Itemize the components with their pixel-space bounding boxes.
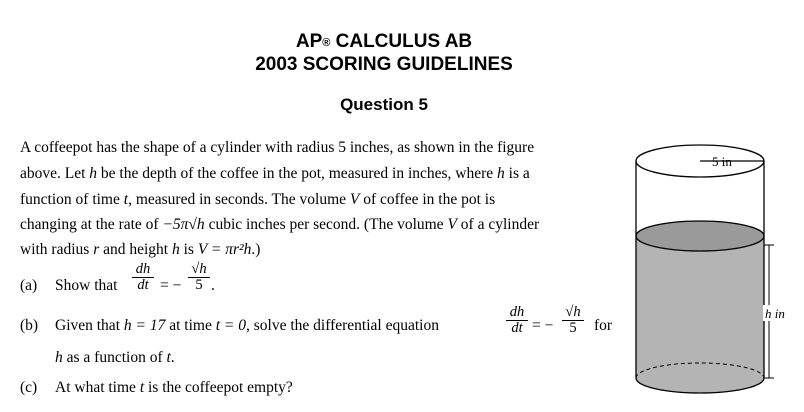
rate-expression: −5π√h: [162, 216, 205, 233]
problem-line-4: changing at the rate of −5π√h cubic inches per second. (The volume V of a cylinder: [20, 216, 540, 233]
part-c-text: At what time t is the coffeepot empty?: [55, 379, 293, 396]
registered-mark: ®: [322, 37, 331, 49]
part-c-label: (c): [20, 379, 38, 396]
title-ap: AP: [295, 31, 323, 52]
part-b-for: for: [594, 317, 613, 334]
part-a-rhs-fraction: √h 5: [188, 262, 210, 293]
part-b-text: Given that h = 17 at time t = 0, solve the differential equation: [55, 317, 439, 334]
part-a-lhs-fraction: dh dt: [132, 262, 154, 293]
part-b-line-2: h as a function of t.: [55, 349, 175, 366]
part-a-label: (a): [20, 277, 38, 294]
problem-line-2: above. Let h be the depth of the coffee in the pot, measured in inches, where h is a: [20, 165, 530, 182]
problem-line-1: A coffeepot has the shape of a cylinder with radius 5 inches, as shown in the figure: [20, 139, 535, 156]
part-b-equals: = −: [532, 317, 554, 334]
radius-label: 5 in: [712, 154, 732, 169]
title-rest: CALCULUS AB: [330, 31, 473, 52]
coffee-fill: [636, 236, 764, 393]
part-b-label: (b): [20, 317, 39, 334]
problem-line-3: function of time t, measured in seconds. The volume V of coffee in the pot is: [20, 191, 496, 208]
part-a-period: .: [211, 277, 215, 294]
volume-formula: V = πr²h: [197, 241, 252, 258]
part-a-equals: = −: [160, 277, 182, 294]
part-b-lhs-fraction: dh dt: [506, 305, 528, 336]
coffee-surface: [636, 221, 764, 251]
part-b-rhs-fraction: √h 5: [562, 305, 584, 336]
height-label: h in: [765, 306, 785, 321]
problem-line-5: with radius r and height h is V = πr²h.): [20, 241, 261, 258]
part-a-text: Show that: [55, 277, 118, 294]
question-title: Question 5: [340, 95, 428, 114]
header-subtitle: 2003 SCORING GUIDELINES: [255, 54, 513, 75]
